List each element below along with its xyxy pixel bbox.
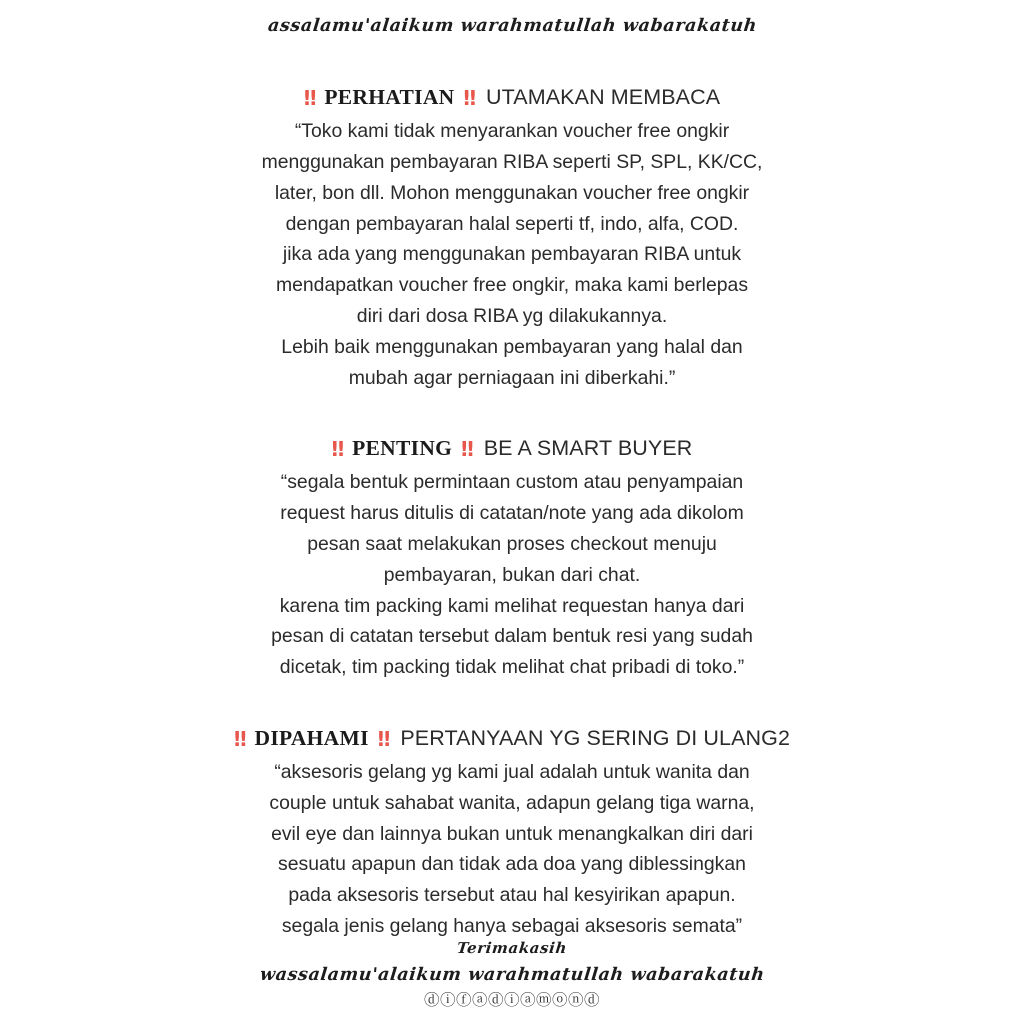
greeting-bottom: wassalamu'alaikum warahmatullah wabarakatuh bbox=[258, 964, 766, 985]
thanks-text: Terimakasih bbox=[456, 938, 568, 957]
section-body bbox=[212, 467, 812, 683]
brand-logo: ⓓⓘⓕⓐⓓⓘⓐⓜⓞⓝⓓ bbox=[423, 991, 600, 1009]
section-body bbox=[212, 757, 812, 942]
section-heading bbox=[212, 723, 812, 753]
body-line: segala jenis gelang hanya sebagai aksesoris semata” bbox=[281, 914, 743, 937]
double-exclamation-icon: ‼ bbox=[461, 436, 473, 461]
double-exclamation-icon: ‼ bbox=[233, 726, 246, 751]
double-exclamation-icon: ‼ bbox=[303, 85, 316, 110]
body-line: later, bon dll. Mohon menggunakan voucher free ongkir bbox=[274, 181, 750, 204]
section-dipahami bbox=[212, 723, 812, 942]
section-heading bbox=[212, 433, 812, 463]
section-body bbox=[212, 116, 812, 393]
body-line: sesuatu apapun dan tidak ada doa yang diblessingkan bbox=[278, 853, 746, 876]
body-line: pada aksesoris tersebut atau hal kesyirikan apapun. bbox=[288, 884, 736, 907]
section-perhatian bbox=[212, 82, 812, 393]
body-line: pesan saat melakukan proses checkout menuju bbox=[307, 533, 717, 556]
section-keyword: PENTING bbox=[352, 436, 453, 461]
body-line: karena tim packing kami melihat requestan hanya dari bbox=[279, 594, 745, 617]
double-exclamation-icon: ‼ bbox=[331, 436, 344, 461]
footer bbox=[0, 940, 1024, 1010]
body-line: couple untuk sahabat wanita, adapun gelang tiga warna, bbox=[269, 791, 755, 814]
section-subtitle: BE A SMART BUYER bbox=[483, 436, 693, 461]
body-line: Lebih baik menggunakan pembayaran yang halal dan bbox=[281, 335, 743, 358]
body-line: request harus ditulis di catatan/note yang ada dikolom bbox=[280, 502, 744, 525]
body-line: “aksesoris gelang yg kami jual adalah untuk wanita dan bbox=[274, 761, 750, 783]
body-line: pembayaran, bukan dari chat. bbox=[383, 563, 641, 586]
section-keyword: PERHATIAN bbox=[324, 85, 455, 110]
body-line: diri dari dosa RIBA yg dilakukannya. bbox=[356, 305, 668, 328]
section-subtitle: PERTANYAAN YG SERING DI ULANG2 bbox=[400, 726, 791, 750]
body-line: “Toko kami tidak menyarankan voucher free ongkir bbox=[294, 120, 730, 143]
double-exclamation-icon: ‼ bbox=[463, 85, 476, 110]
body-line: dengan pembayaran halal seperti tf, indo, alfa, COD. bbox=[285, 212, 739, 235]
section-heading bbox=[212, 82, 812, 112]
body-line: dicetak, tim packing tidak melihat chat pribadi di toko.” bbox=[279, 656, 745, 679]
body-line: evil eye dan lainnya bukan untuk menangkalkan diri dari bbox=[271, 822, 753, 845]
body-line: jika ada yang menggunakan pembayaran RIBA untuk bbox=[282, 243, 742, 266]
body-line: mendapatkan voucher free ongkir, maka kami berlepas bbox=[275, 274, 749, 297]
body-line: pesan di catatan tersebut dalam bentuk resi yang sudah bbox=[271, 625, 753, 648]
section-penting bbox=[212, 433, 812, 683]
body-line: menggunakan pembayaran RIBA seperti SP, SPL, KK/CC, bbox=[261, 151, 763, 174]
body-line: mubah agar perniagaan ini diberkahi.” bbox=[348, 366, 676, 389]
section-keyword: DIPAHAMI bbox=[254, 726, 369, 750]
greeting-top: assalamu'alaikum warahmatullah wabarakatuh bbox=[266, 16, 758, 36]
section-subtitle: UTAMAKAN MEMBACA bbox=[486, 85, 721, 110]
body-line: “segala bentuk permintaan custom atau penyampaian bbox=[280, 471, 744, 494]
double-exclamation-icon: ‼ bbox=[377, 726, 390, 751]
